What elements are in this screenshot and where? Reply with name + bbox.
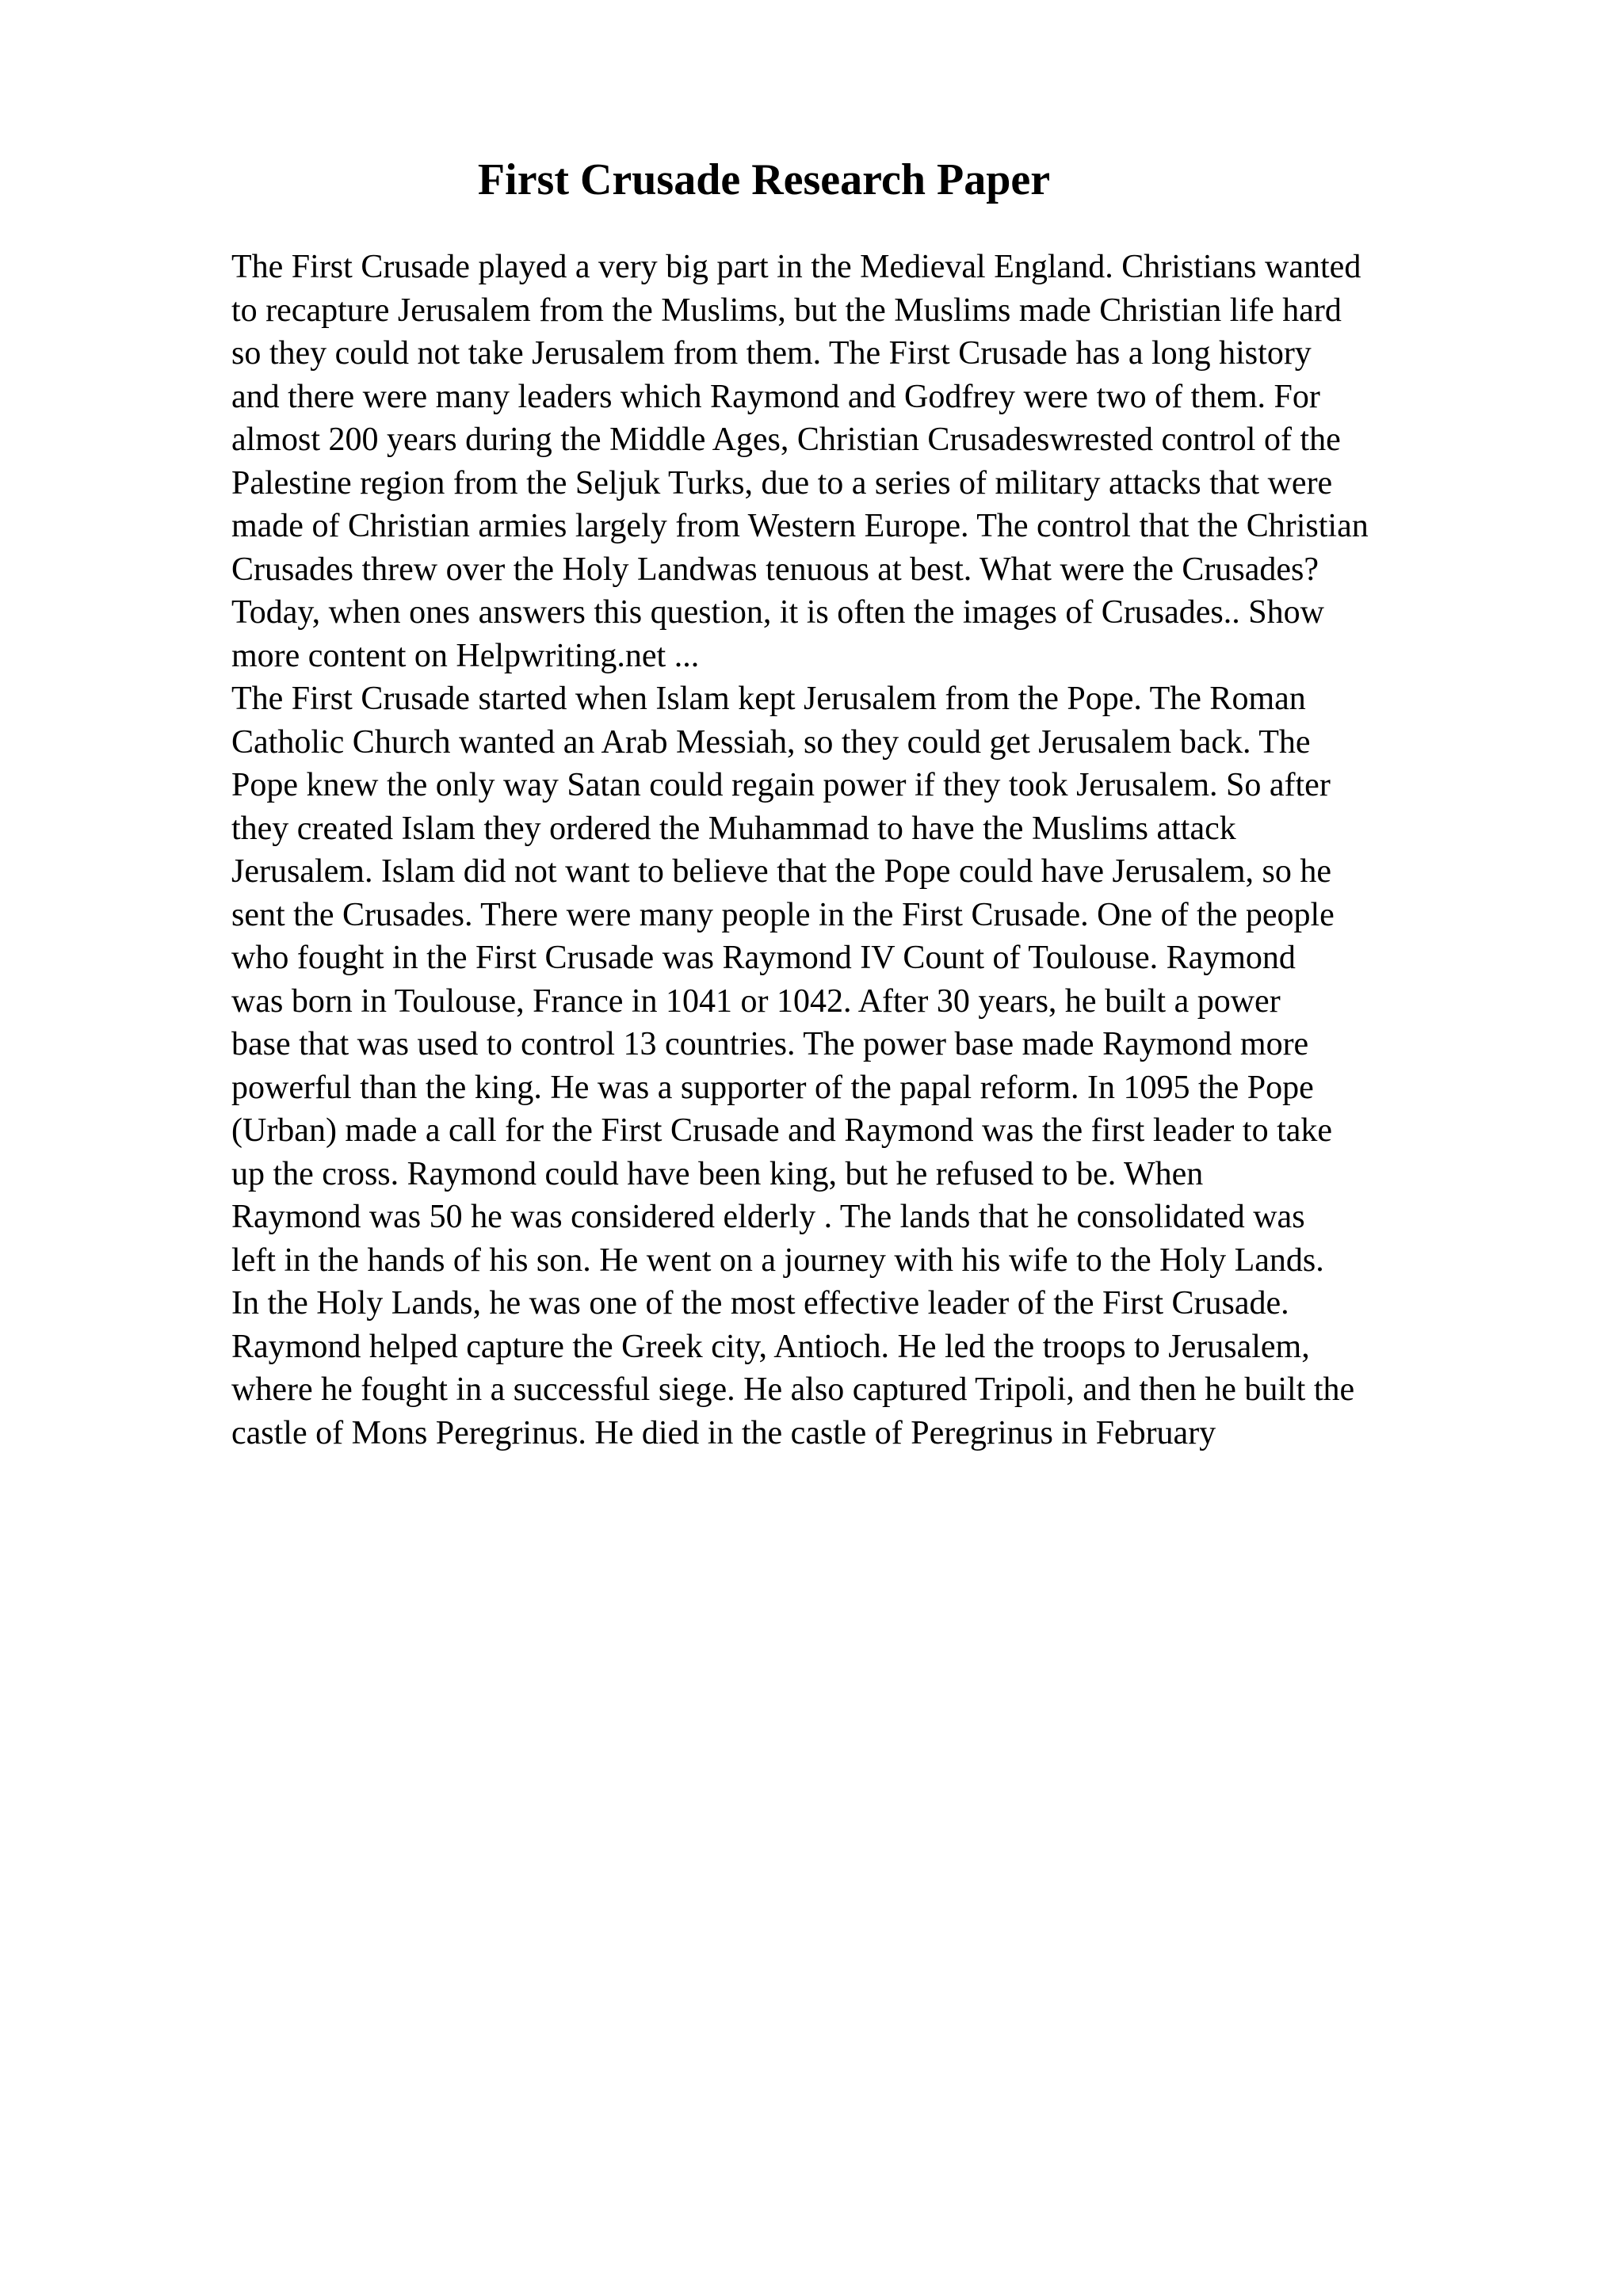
text-line: The First Crusade started when Islam kept Jerusalem from the Pope. The Roman <box>231 681 1306 717</box>
text-line: Today, when ones answers this question, it is often the images of Crusades.. Show <box>231 594 1324 631</box>
text-line: Palestine region from the Seljuk Turks, due to a series of military attacks that were <box>231 464 1333 502</box>
text-line: Jerusalem. Islam did not want to believe that the Pope could have Jerusalem, so he <box>231 853 1331 890</box>
text-line: Raymond helped capture the Greek city, Antioch. He led the troops to Jerusalem, <box>231 1328 1310 1365</box>
text-line: where he fought in a successful siege. He also captured Tripoli, and then he built the <box>231 1371 1355 1408</box>
document-title: First Crusade Research Paper <box>477 155 1051 204</box>
text-line: base that was used to control 13 countries. The power base made Raymond more <box>231 1026 1309 1062</box>
text-line: Raymond was 50 he was considered elderly . The lands that he consolidated was <box>231 1199 1305 1235</box>
text-line: In the Holy Lands, he was one of the most effective leader of the First Crusade. <box>231 1285 1289 1322</box>
text-line: so they could not take Jerusalem from them. The First Crusade has a long history <box>231 335 1312 372</box>
document-body <box>231 246 1515 1455</box>
text-line: Pope knew the only way Satan could regain power if they took Jerusalem. So after <box>231 767 1331 803</box>
text-line: left in the hands of his son. He went on a journey with his wife to the Holy Lands. <box>231 1241 1324 1279</box>
text-line: to recapture Jerusalem from the Muslims, but the Muslims made Christian life hard <box>231 292 1342 329</box>
text-line: made of Christian armies largely from Western Europe. The control that the Christian <box>231 508 1369 544</box>
text-line: castle of Mons Peregrinus. He died in the castle of Peregrinus in February <box>231 1414 1216 1451</box>
text-line: Catholic Church wanted an Arab Messiah, so they could get Jerusalem back. The <box>231 723 1311 761</box>
text-line: more content on Helpwriting.net ... <box>231 637 700 674</box>
text-line: powerful than the king. He was a supporter of the papal reform. In 1095 the Pope <box>231 1069 1314 1106</box>
text-line: almost 200 years during the Middle Ages, Christian Crusadeswrested control of the <box>231 421 1341 458</box>
text-line: who fought in the First Crusade was Raymond IV Count of Toulouse. Raymond <box>231 940 1296 976</box>
text-line: (Urban) made a call for the First Crusade and Raymond was the first leader to take <box>231 1112 1333 1149</box>
text-line: sent the Crusades. There were many people in the First Crusade. One of the people <box>231 896 1335 933</box>
text-line: and there were many leaders which Raymond and Godfrey were two of them. For <box>231 378 1320 415</box>
text-line: was born in Toulouse, France in 1041 or 1042. After 30 years, he built a power <box>231 982 1281 1020</box>
text-line: The First Crusade played a very big part in the Medieval England. Christians wanted <box>231 249 1361 285</box>
text-line: Crusades threw over the Holy Landwas tenuous at best. What were the Crusades? <box>231 551 1319 588</box>
text-line: up the cross. Raymond could have been king, but he refused to be. When <box>231 1155 1204 1192</box>
text-line: they created Islam they ordered the Muhammad to have the Muslims attack <box>231 810 1236 847</box>
